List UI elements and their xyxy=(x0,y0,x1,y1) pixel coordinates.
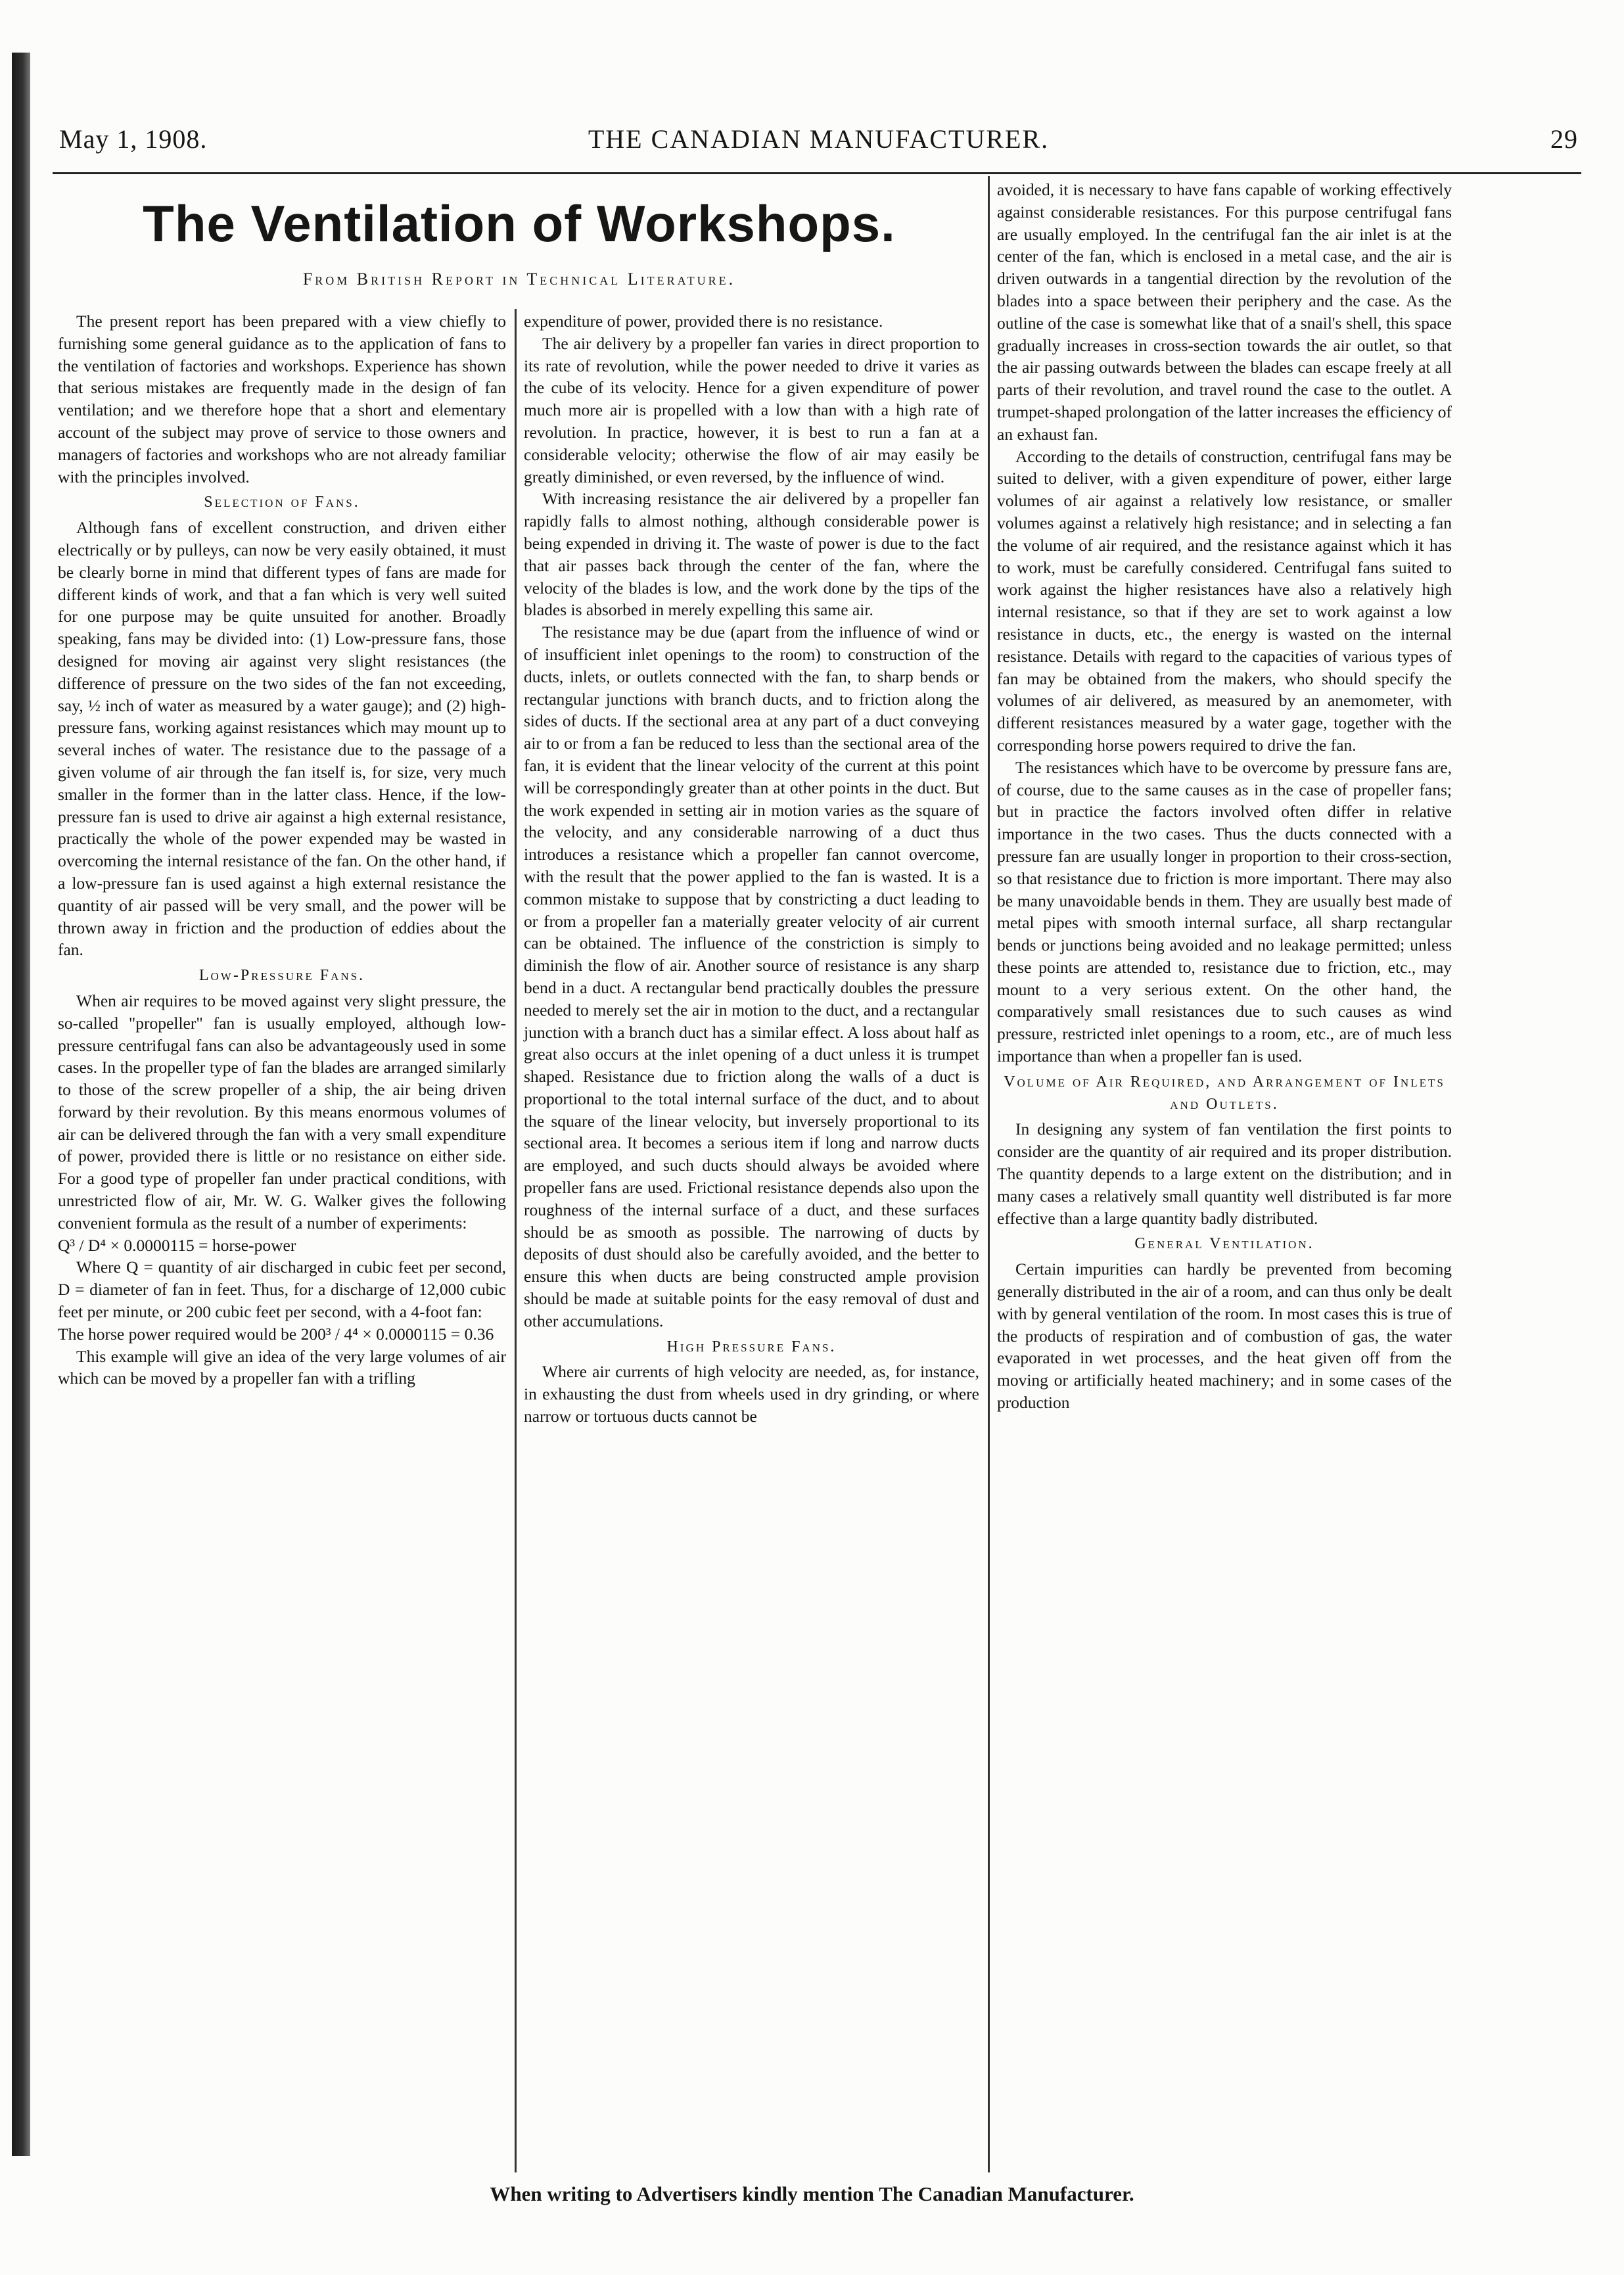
paragraph: According to the details of construction, centrifugal fans may be suited to deliver, with a given expenditure of power, either large volumes of air against a relatively low resistance, or smaller volumes against a relatively high resistance; and in selecting a fan the volume of air required, and the resistance against which it has to work, must be carefully considered. Centrifugal fans suited to work against the higher resistances have also a relatively high internal resistance, so that if they are set to work against a low resistance in ducts, etc., the energy is wasted on the internal resistance. Details with regard to the capacities of various types of fan may be obtained from the makers, who should specify the volumes of air delivered, as measured by an anemometer, with different resistances measured by a water gage, together with the corresponding horse powers required to drive the fan. xyxy=(997,446,1452,755)
binding-edge xyxy=(12,53,30,2156)
paragraph: Where air currents of high velocity are needed, as, for instance, in exhausting the dust from wheels used in dry grinding, or where narrow or tortuous ducts cannot be xyxy=(524,1362,979,1426)
paragraph: expenditure of power, provided there is no resistance. xyxy=(524,312,883,331)
paragraph: With increasing resistance the air delivered by a propeller fan rapidly falls to almost nothing, although considerable power is being expended in driving it. The waste of power is due to the fact that air passes back through the center of the fan, where the velocity of the blades is low, and the work done by the tips of the blades is absorbed in merely expelling this same air. xyxy=(524,489,979,620)
section-heading-general: General Ventilation. xyxy=(1134,1235,1314,1253)
section-heading-low-pressure: Low-Pressure Fans. xyxy=(198,967,365,985)
paragraph: In designing any system of fan ventilation the first points to consider are the quantity of air required and its proper distribution. The quantity depends to a large extent on the distribution; and in many cases a relatively small quantity well distributed is far more effective than a large quantity badly distributed. xyxy=(997,1119,1452,1228)
paragraph: The resistance may be due (apart from the influence of wind or of insufficient inlet openings to the room) to construction of the ducts, inlets, or outlets connected with the fan, to sharp bends or rectangular junctions with branch ducts, and to friction along the sides of ducts. If the sectional area at any part of a duct conveying air to or from a fan be reduced to less than the sectional area of the fan, it is evident that the linear velocity of the current at this point will be correspondingly greater than at other points in the duct. But the work expended in setting air in motion varies as the square of the velocity, and any considerable narrowing of a duct thus introduces a resistance which a propeller fan cannot overcome, with the result that the power applied to the fan is wasted. It is a common mistake to suppose that by constricting a duct leading to or from a propeller fan a materially greater velocity of air current can be obtained. The influence of the constriction is simply to diminish the flow of air. Another source of resistance is any sharp bend in a duct. A rectangular bend practically doubles the pressure needed to merely set the air in motion to the duct, and a rectangular junction with a branch duct has a similar effect. A loss about half as great also occurs at the inlet opening of a duct unless it is trumpet shaped. Resistance due to friction along the walls of a duct is proportional to the total internal surface of the duct, and to about the square of the linear velocity, but inversely proportional to its sectional area. It becomes a serious item if long and narrow ducts are employed, and such ducts should always be avoided where propeller fans are used. Frictional resistance depends also upon the roughness of the internal surface of a duct, and these surfaces should be as smooth as possible. The narrowing of ducts by deposits of dust should also be carefully avoided, and the better to ensure this when ducts are being constructed ample provision should be made at suitable points for the easy removal of dust and other accumulations. xyxy=(524,622,979,1330)
paragraph: When air requires to be moved against very slight pressure, the so-called "propeller" fan is usually employed, although low-pressure centrifugal fans can also be advantageously used in some cases. In the propeller type of fan the blades are arranged similarly to those of the screw propeller of a ship, the air being driven forward by their revolution. By this means enormous volumes of air can be delivered through the fan with a very small expenditure of power, provided there is little or no resistance on either side. For a good type of propeller fan under practical conditions, with unrestricted flow of air, Mr. W. G. Walker gives the following convenient formula as the result of a number of experiments: xyxy=(58,991,506,1232)
paragraph: The resistances which have to be overcome by pressure fans are, of course, due to the same causes as in the case of propeller fans; but in practice the factors involved often differ in relative importance in the two cases. Thus the ducts connected with a pressure fan are usually longer in proportion to their cross-section, so that resistance due to friction is more important. There may also be many unavoidable bends in them. They are usually best made of metal pipes with smooth internal surface, all sharp rectangular bends or junctions being avoided and no leakage permitted; unless these points are attended to, resistance due to friction, etc., may mount to a very serious extent. On the other hand, the comparatively small resistances due to such causes as wind pressure, restricted inlet openings to a room, etc., are of much less importance than when a propeller fan is used. xyxy=(997,757,1452,1066)
running-header xyxy=(59,124,1578,163)
paragraph: The present report has been prepared with a view chiefly to furnishing some general guidance as to the application of fans to the ventilation of factories and workshops. Experience has shown that serious mistakes are frequently made in the design of fan ventilation; and we therefore hope that a short and elementary account of the subject may prove of service to those owners and managers of factories and workshops who are not already familiar with the principles involved. xyxy=(58,312,506,486)
advertiser-notice: When writing to Advertisers kindly mention The Canadian Manufacturer. xyxy=(490,2182,1134,2205)
formula-example: The horse power required would be 200³ / 4⁴ × 0.0000115 = 0.36 xyxy=(58,1324,494,1344)
paragraph: Certain impurities can hardly be prevented from becoming generally distributed in the air of a room, and can thus only be dealt with by general ventilation of the room. In most cases this is true of the products of respiration and of combustion of gas, the water evaporated in wet processes, and the heat given off from the moving or artificially heated machinery; and in some cases of the production xyxy=(997,1259,1452,1413)
section-heading-high-pressure: High Pressure Fans. xyxy=(666,1338,837,1355)
paragraph: This example will give an idea of the very large volumes of air which can be moved by a propeller fan with a trifling xyxy=(58,1346,506,1388)
column-divider-2 xyxy=(988,176,990,2172)
formula-horsepower: Q³ / D⁴ × 0.0000115 = horse-power xyxy=(58,1235,296,1255)
section-heading-selection: Selection of Fans. xyxy=(204,494,360,511)
journal-name: THE CANADIAN MANUFACTURER. xyxy=(588,124,1050,154)
issue-date: May 1, 1908. xyxy=(59,124,208,154)
article-source: From British Report in Technical Literature. xyxy=(302,270,736,289)
column-2 xyxy=(524,310,979,1428)
header-rule xyxy=(53,172,1581,174)
column-3 xyxy=(997,179,1452,1414)
column-1 xyxy=(58,310,506,1390)
column-divider-1 xyxy=(515,309,517,2172)
paragraph: Where Q = quantity of air discharged in cubic feet per second, D = diameter of fan in feet. Thus, for a discharge of 12,000 cubic feet per minute, or 200 cubic feet per second, with a 4-foot fan: xyxy=(58,1257,506,1322)
section-heading-volume: Volume of Air Required, and Arrangement of Inlets and Outlets. xyxy=(1004,1073,1445,1113)
article-title: The Ventilation of Workshops. xyxy=(143,195,896,252)
paragraph: The air delivery by a propeller fan varies in direct proportion to its rate of revolution, while the power needed to drive it varies as the cube of its velocity. Hence for a given expenditure of power much more air is propelled with a low than with a high rate of revolution. In practice, however, it is best to run a fan at a considerable velocity; otherwise the flow of air may easily be greatly diminished, or even reversed, by the influence of wind. xyxy=(524,333,979,486)
page-number: 29 xyxy=(1550,124,1578,154)
paragraph: avoided, it is necessary to have fans capable of working effectively against considerable resistances. For this purpose centrifugal fans are usually employed. In the centrifugal fan the air inlet is at the center of the fan, which is enclosed in a metal case, and the air is driven outwards in a tangential direction by the revolution of the blades into a space between their periphery and the case. As the outline of the case is somewhat like that of a snail's shell, this space gradually increases in cross-section towards the air outlet, so that the air passing outwards between the blades can escape freely at all parts of their revolution, and travel round the case to the outlet. A trumpet-shaped prolongation of the latter increases the efficiency of an exhaust fan. xyxy=(997,180,1452,444)
paragraph: Although fans of excellent construction, and driven either electrically or by pulleys, can now be very easily obtained, it must be clearly borne in mind that different types of fans are made for different kinds of work, and that a fan which is very well suited for one purpose may be quite unsuited for another. Broadly speaking, fans may be divided into: (1) Low-pressure fans, those designed for moving air against very slight resistances (the difference of pressure on the two sides of the fan not exceeding, say, ½ inch of water as measured by a water gauge); and (2) high-pressure fans, working against resistances which may mount up to several inches of water. The resistance due to the passage of a given volume of air through the fan itself is, for size, very much smaller in the former than in the latter class. Hence, if the low-pressure fan is used to drive air against a high external resistance, practically the whole of the power expended may be wasted in overcoming the internal resistance of the fan. On the other hand, if a low-pressure fan is used against a high external resistance the quantity of air passed will be very small, and the power will be thrown away in friction and the production of eddies about the fan. xyxy=(58,518,506,960)
